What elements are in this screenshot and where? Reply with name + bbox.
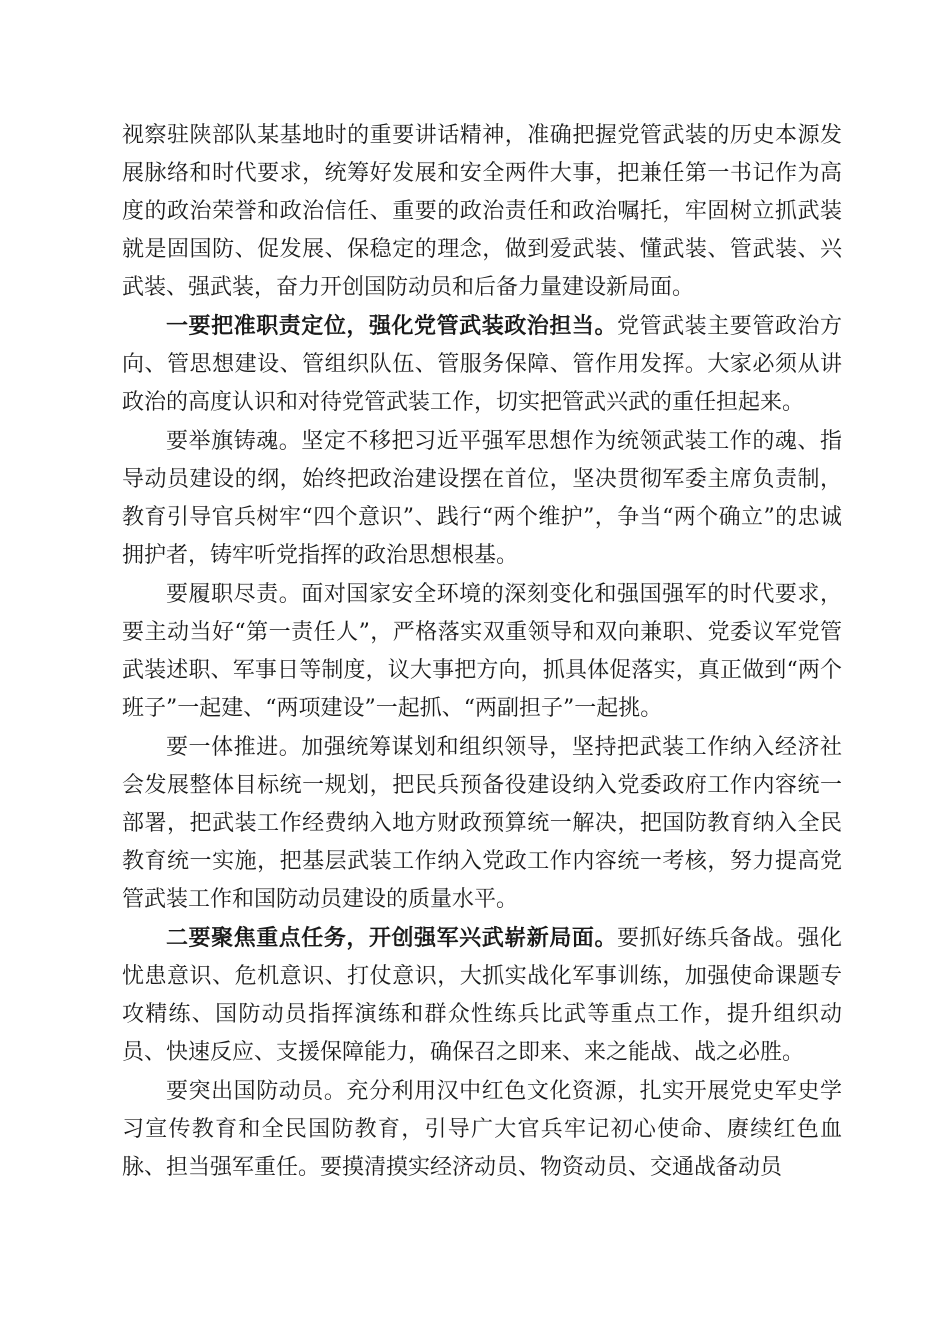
paragraph-3 — [122, 422, 842, 575]
paragraph-text: 要履职尽责。面对国家安全环境的深刻变化和强国强军的时代要求，要主动当好“第一责任人”，严格落实双重领导和双向兼职、党委议军党管武装述职、军事日等制度，议大事把方向，抓具体促落实，真正做到“两个班子”一起建、“两项建设”一起抓、“两副担子”一起挑。 — [122, 582, 842, 721]
paragraph-text: 要抓好练兵备战。强化忧患意识、危机意识、打仗意识，大抓实战化军事训练，加强使命课题专攻精练、国防动员指挥演练和群众性练兵比武等重点工作，提升组织动员、快速反应、支援保障能力，确保召之即来、来之能战、战之必胜。 — [122, 926, 842, 1065]
paragraph-text: 要突出国防动员。充分利用汉中红色文化资源，扎实开展党史军史学习宣传教育和全民国防教育，引导广大官兵牢记初心使命、赓续红色血脉、担当强军重任。要摸清摸实经济动员、物资动员、交通战备动员 — [122, 1079, 842, 1180]
paragraph-lead: 二要聚焦重点任务，开创强军兴武崭新局面。 — [166, 925, 618, 951]
paragraph-6 — [122, 919, 842, 1072]
paragraph-text: 视察驻陕部队某基地时的重要讲话精神，准确把握党管武装的历史本源发展脉络和时代要求，统筹好发展和安全两件大事，把兼任第一书记作为高度的政治荣誉和政治信任、重要的政治责任和政治嘱托，牢固树立抓武装就是固国防、促发展、保稳定的理念，做到爱武装、懂武装、管武装、兴武装、强武装，奋力开创国防动员和后备力量建设新局面。 — [122, 123, 842, 300]
paragraph-7 — [122, 1072, 842, 1187]
paragraph-text: 党管武装主要管政治方向、管思想建设、管组织队伍、管服务保障、管作用发挥。大家必须从讲政治的高度认识和对待党管武装工作，切实把管武兴武的重任担起来。 — [122, 314, 842, 415]
paragraph-2 — [122, 307, 842, 422]
paragraph-5 — [122, 728, 842, 919]
document-page — [122, 116, 842, 1187]
paragraph-4 — [122, 575, 842, 728]
paragraph-text: 要举旗铸魂。坚定不移把习近平强军思想作为统领武装工作的魂、指导动员建设的纲，始终把政治建设摆在首位，坚决贯彻军委主席负责制，教育引导官兵树牢“四个意识”、践行“两个维护”，争当“两个确立”的忠诚拥护者，铸牢听党指挥的政治思想根基。 — [122, 429, 842, 568]
paragraph-text: 要一体推进。加强统筹谋划和组织领导，坚持把武装工作纳入经济社会发展整体目标统一规划，把民兵预备役建设纳入党委政府工作内容统一部署，把武装工作经费纳入地方财政预算统一解决，把国防教育纳入全民教育统一实施，把基层武装工作纳入党政工作内容统一考核，努力提高党管武装工作和国防动员建设的质量水平。 — [122, 735, 842, 912]
paragraph-lead: 一要把准职责定位，强化党管武装政治担当。 — [166, 313, 618, 339]
paragraph-1 — [122, 116, 842, 307]
